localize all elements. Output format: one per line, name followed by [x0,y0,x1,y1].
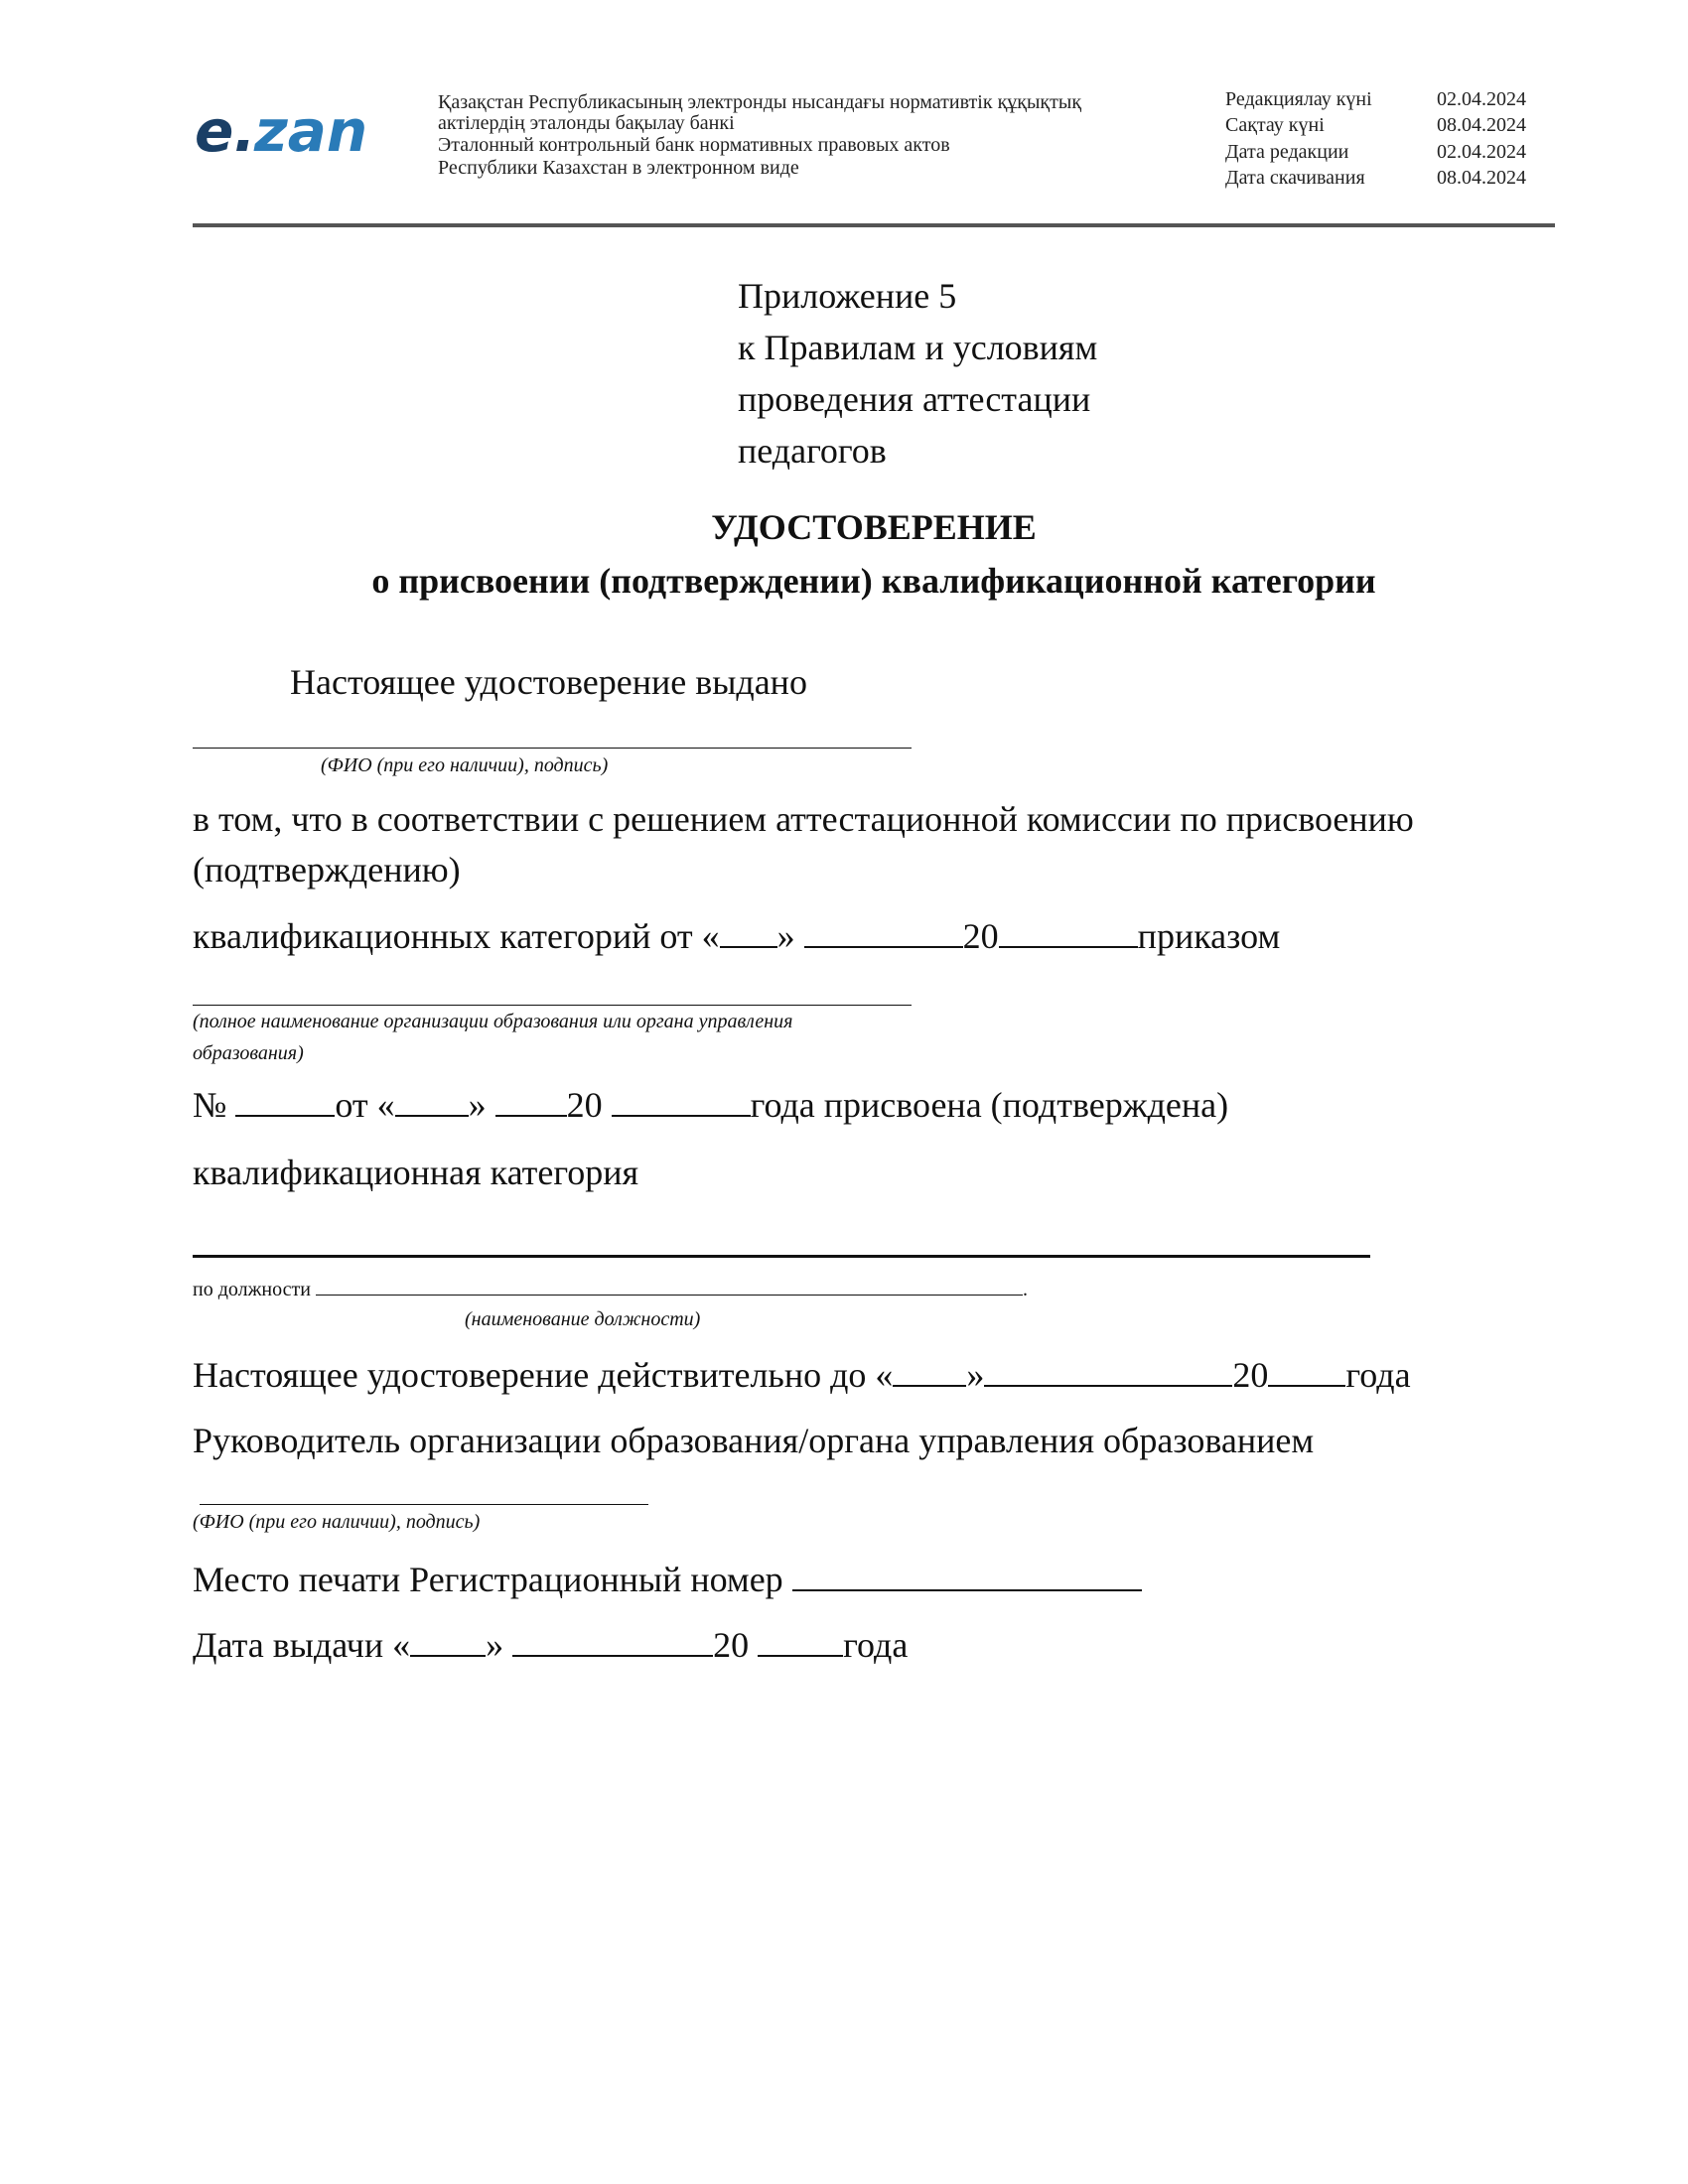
source-line-3: Эталонный контрольный банк нормативных правовых актов [438,134,950,156]
meta-label-edit-ru: Дата редакции [1225,141,1349,163]
registration-number-field[interactable] [792,1564,1142,1591]
year-word-2: года [843,1625,909,1665]
year-prefix-2: 20 [566,1085,603,1125]
head-signature-caption: (ФИО (при его наличии), подпись) [193,1511,481,1533]
meta-label-download-ru: Дата скачивания [1225,167,1365,189]
issue-day-field[interactable] [410,1629,486,1657]
meta-label-save-kz: Сақтау күні [1225,114,1325,136]
decision-month-field[interactable] [804,920,963,948]
position-label: по должности [193,1279,311,1300]
stamp-registration-line [193,1559,1142,1600]
order-day-field[interactable] [395,1089,469,1117]
valid-day-field[interactable] [893,1359,966,1387]
year-prefix-4: 20 [713,1625,750,1665]
annex-line-3: проведения аттестации [738,379,1091,419]
order-number-line [193,1084,1228,1126]
quote-close-2: » [468,1085,487,1125]
head-of-organization-text: Руководитель организации образования/органа управления образованием [193,1421,1315,1460]
fio-signature-line[interactable] [193,748,912,749]
document-title: УДОСТОВЕРЕНИЕ [711,507,1037,547]
org-caption-line-1: (полное наименование организации образования или органа управления [193,1011,793,1032]
order-month-field[interactable] [495,1089,567,1117]
category-label: квалификационная категория [193,1153,639,1192]
ezan-logo [195,99,393,165]
quote-close-3: » [966,1355,985,1395]
org-caption-line-2: образования) [193,1042,304,1064]
categories-date-line [193,915,1280,957]
meta-value-edit-kz: 02.04.2024 [1437,88,1526,110]
annex-line-4: педагогов [738,431,887,471]
decision-day-field[interactable] [720,920,777,948]
categories-from-label: квалификационных категорий от « [193,916,720,956]
number-sign: № [193,1085,227,1125]
order-word: приказом [1137,916,1281,956]
meta-label-edit-kz: Редакциялау күні [1225,88,1372,110]
header-rule [193,223,1555,227]
decision-text-line-2: (подтверждению) [193,850,461,889]
source-line-4: Республики Казахстан в электронном виде [438,157,799,179]
logo-e: e. [195,99,256,165]
decision-year-field[interactable] [999,920,1138,948]
position-end-dot: . [1022,1279,1028,1300]
meta-value-save-kz: 08.04.2024 [1437,114,1526,136]
issue-month-field[interactable] [512,1629,713,1657]
position-field[interactable] [316,1279,1023,1296]
quote-close: » [776,916,795,956]
valid-year-field[interactable] [1268,1359,1345,1387]
order-number-field[interactable] [235,1089,335,1117]
document-subtitle: о присвоении (подтверждении) квалификационной категории [371,561,1376,601]
category-field-line[interactable] [193,1255,1370,1258]
issue-date-label: Дата выдачи « [193,1625,411,1665]
from-label: от « [335,1085,395,1125]
logo-zan: zan [254,99,368,165]
year-prefix: 20 [962,916,999,956]
year-assigned-text: года присвоена (подтверждена) [750,1085,1229,1125]
year-word: года [1345,1355,1411,1395]
meta-value-edit-ru: 02.04.2024 [1437,141,1526,163]
year-prefix-3: 20 [1232,1355,1269,1395]
order-year-field[interactable] [612,1089,751,1117]
fio-signature-caption: (ФИО (при его наличии), подпись) [321,754,609,776]
issue-date-line [193,1624,908,1666]
valid-month-field[interactable] [984,1359,1232,1387]
position-line [193,1279,1028,1301]
stamp-registration-label: Место печати Регистрационный номер [193,1560,783,1599]
organization-name-line[interactable] [193,1005,912,1006]
head-signature-line[interactable] [200,1504,648,1505]
position-caption: (наименование должности) [465,1308,701,1330]
source-line-2: актілердің эталонды бақылау банкі [438,112,735,134]
quote-close-4: » [486,1625,504,1665]
issued-to-text: Настоящее удостоверение выдано [290,662,807,702]
annex-line-1: Приложение 5 [738,276,957,316]
decision-text-line-1: в том, что в соответствии с решением аттестационной комиссии по присвоению [193,799,1414,839]
annex-line-2: к Правилам и условиям [738,328,1098,367]
valid-until-line [193,1354,1411,1396]
source-line-1: Қазақстан Республикасының электронды нысандағы нормативтік құқықтық [438,91,1082,113]
issue-year-field[interactable] [758,1629,843,1657]
meta-value-download-ru: 08.04.2024 [1437,167,1526,189]
valid-until-label: Настоящее удостоверение действительно до « [193,1355,894,1395]
